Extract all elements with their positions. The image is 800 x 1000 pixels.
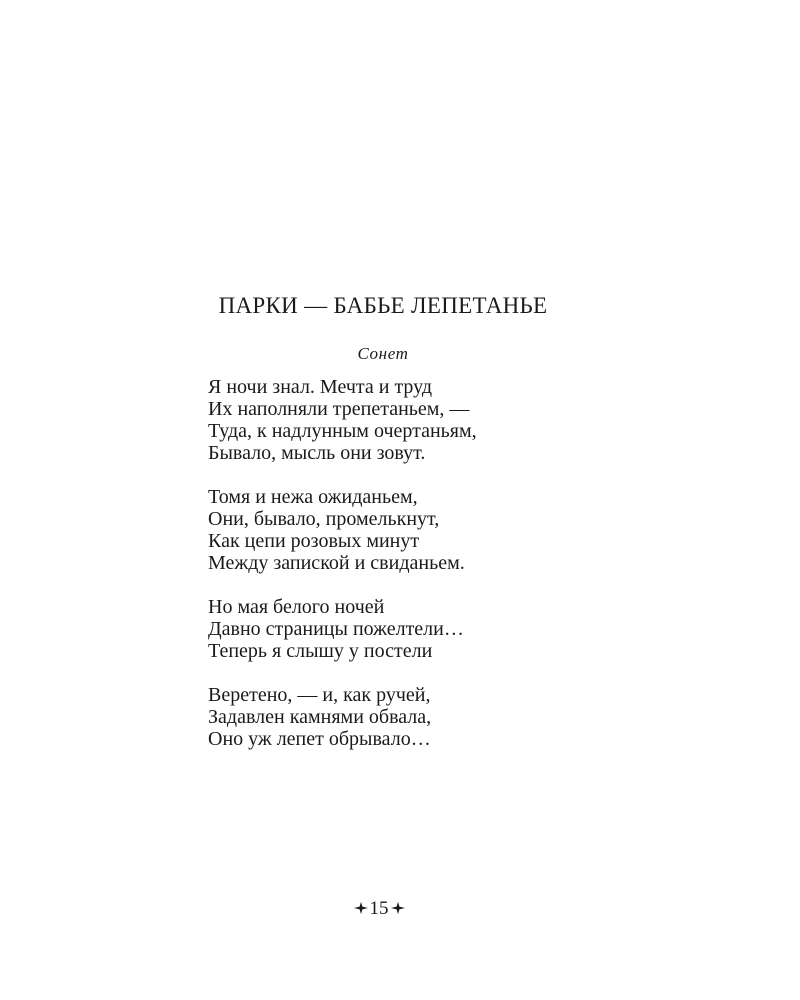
- poem-line: Туда, к надлунным очертаньям,: [208, 420, 477, 442]
- poem-line: Их наполняли трепетаньем, —: [208, 398, 470, 420]
- four-point-star-icon: [354, 902, 368, 914]
- stanza-2: [208, 486, 628, 574]
- poem-title: ПАРКИ — БАБЬЕ ЛЕПЕТАНЬЕ: [218, 293, 548, 318]
- four-point-star-icon: [391, 902, 405, 914]
- poem-line: Они, бывало, промелькнут,: [208, 508, 440, 530]
- poem-line: Теперь я слышу у постели: [208, 640, 433, 662]
- stanza-1: [208, 376, 628, 464]
- poem-line: Веретено, — и, как ручей,: [208, 684, 431, 706]
- poem-line: Бывало, мысль они зовут.: [208, 442, 426, 464]
- stanza-4: [208, 684, 628, 750]
- stanza-3: [208, 596, 628, 662]
- page-number: 15: [369, 898, 389, 919]
- poem-line: Давно страницы пожелтели…: [208, 618, 464, 640]
- poem-line: Между запиской и свиданьем.: [208, 552, 465, 574]
- poem-line: Я ночи знал. Мечта и труд: [208, 376, 433, 398]
- poem-line: Томя и нежа ожиданьем,: [208, 486, 418, 508]
- poem-subtitle: Сонет: [357, 344, 409, 363]
- poem-line: Как цепи розовых минут: [208, 530, 420, 552]
- poem-line: Но мая белого ночей: [208, 596, 385, 618]
- poem-line: Задавлен камнями обвала,: [208, 706, 432, 728]
- page-number-footer: [0, 898, 758, 920]
- poem-body: [208, 376, 628, 772]
- poem-line: Оно уж лепет обрывало…: [208, 728, 431, 750]
